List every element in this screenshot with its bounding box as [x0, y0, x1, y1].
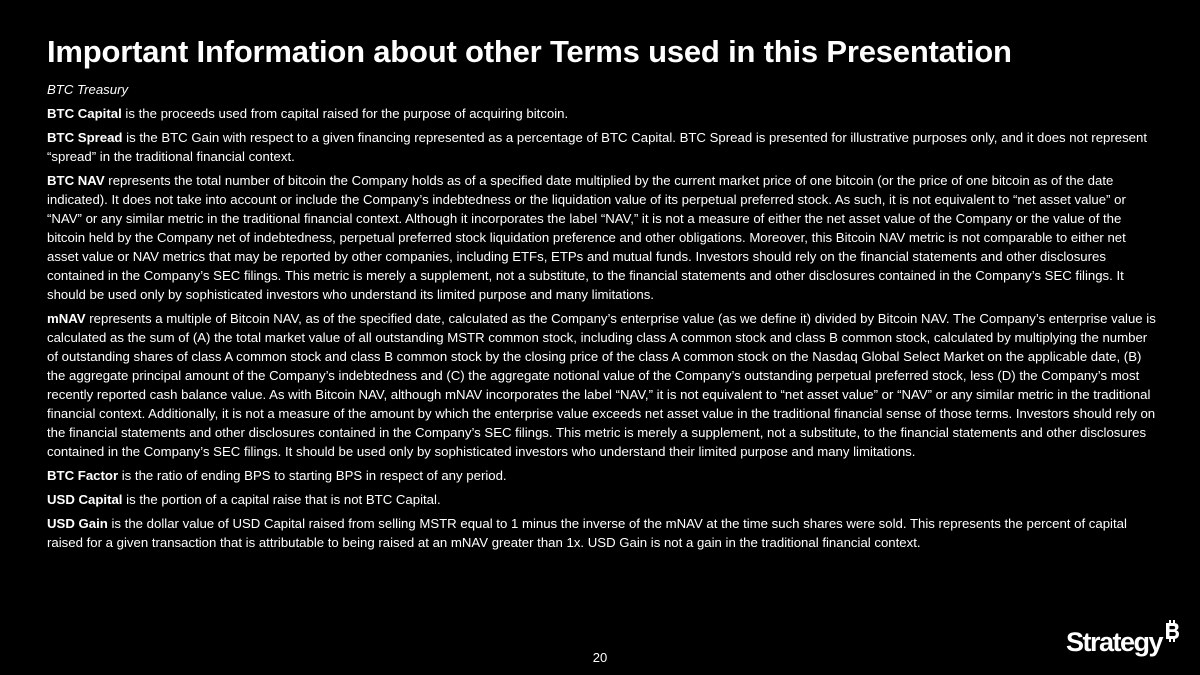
definition-btc-factor — [47, 466, 1159, 485]
definitions-body — [47, 80, 1159, 557]
definition-text: is the dollar value of USD Capital raised from selling MSTR equal to 1 minus the inverse of the mNAV at the time such shares were sold. This represents the percent of capital raised for a given transaction that is attributable to being raised at an mNAV greater than 1x. USD Gain is not a gain in the traditional financial context. — [47, 516, 1127, 550]
logo-wordmark: Strategy — [1066, 627, 1163, 657]
definition-text: is the ratio of ending BPS to starting BPS in respect of any period. — [118, 468, 507, 483]
definition-text: is the BTC Gain with respect to a given financing represented as a percentage of BTC Capital. BTC Spread is presented for illustrative purposes only, and it does not represent “spread” in the traditional financial context. — [47, 130, 1148, 164]
definition-text: represents the total number of bitcoin the Company holds as of a specified date multiplied by the current market price of one bitcoin (or the price of one bitcoin as of the date indicated). It does not take into account or include the Company’s indebtedness or the liquidation value of its perpetual preferred stock. As such, it is not equivalent to “net asset value” or “NAV” or any similar metric in the traditional financial context. Although it incorporates the label “NAV,” it is not a measure of either the net asset value of the Company or the value of the bitcoin held by the Company net of indebtedness, perpetual preferred stock liquidation preference and other obligations. Moreover, this Bitcoin NAV metric is not comparable to either net asset value or NAV metrics that may be reported by other companies, including ETFs, ETPs and mutual funds. Investors should rely on the financial statements and other disclosures contained in the Company’s SEC filings. This metric is merely a supplement, not a substitute, to the financial statements and other disclosures contained in the Company’s SEC filings. It should be used only by sophisticated investors who understand its limited purpose and many limitations. — [47, 173, 1126, 302]
definition-text: is the portion of a capital raise that is not BTC Capital. — [122, 492, 441, 507]
definition-term: BTC NAV — [47, 173, 105, 188]
definition-btc-capital — [47, 104, 1159, 123]
definition-usd-gain — [47, 514, 1159, 552]
page-number: 20 — [592, 650, 608, 665]
definition-usd-capital — [47, 490, 1159, 509]
definition-term: BTC Spread — [47, 130, 123, 145]
definition-btc-nav — [47, 171, 1159, 304]
definition-text: is the proceeds used from capital raised for the purpose of acquiring bitcoin. — [121, 106, 569, 121]
definition-term: USD Gain — [47, 516, 108, 531]
definition-text: represents a multiple of Bitcoin NAV, as of the specified date, calculated as the Company’s enterprise value (as we define it) divided by Bitcoin NAV. The Company’s enterprise value is calculated as the sum of (A) the total market value of all outstanding MSTR common stock, including class A common stock and class B common stock, calculated by multiplying the number of outstanding shares of class A common stock and class B common stock by the closing price of the class A common stock on the Nasdaq Global Select Market on the applicable date, (B) the aggregate principal amount of the Company’s indebtedness and (C) the aggregate notional value of the Company’s outstanding perpetual preferred stock, less (D) the Company’s most recently reported cash balance value. As with Bitcoin NAV, although mNAV incorporates the label “NAV,” it is not equivalent to “net asset value” or “NAV” or any similar metric in the traditional financial context. Additionally, it is not a measure of the amount by which the enterprise value exceeds net asset value in the traditional financial sense of those terms. Investors should rely on the financial statements and other disclosures contained in the Company’s SEC filings. This metric is merely a supplement, not a substitute, to the financial statements and other disclosures contained in the Company’s SEC filings. It should be used only by sophisticated investors who understand their limited purpose and many limitations. — [47, 311, 1156, 459]
definition-term: BTC Capital — [47, 106, 122, 121]
strategy-logo — [1066, 624, 1176, 660]
definition-btc-spread — [47, 128, 1159, 166]
bitcoin-b-icon — [1164, 620, 1180, 642]
definition-mnav — [47, 309, 1159, 461]
definition-term: BTC Factor — [47, 468, 119, 483]
definition-term: USD Capital — [47, 492, 123, 507]
definition-term: mNAV — [47, 311, 86, 326]
section-heading: BTC Treasury — [47, 82, 129, 97]
page-title: Important Information about other Terms used in this Presentation — [47, 34, 1012, 69]
